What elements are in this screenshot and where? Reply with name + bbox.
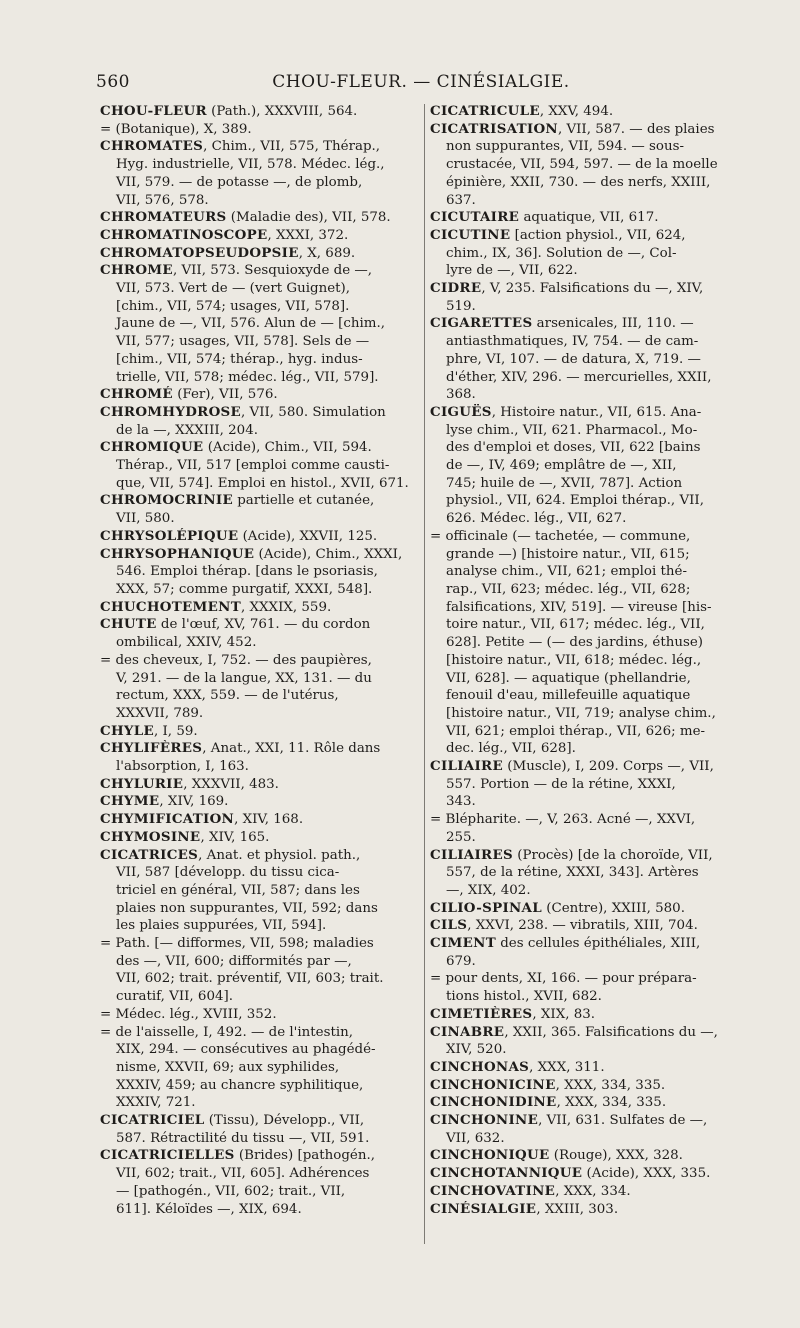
entry-line: CINCHONICINE, XXX, 334, 335. bbox=[430, 1076, 666, 1093]
entry-line: rectum, XXX, 559. — de l'utérus, bbox=[116, 688, 339, 704]
entry-line: 679. bbox=[446, 953, 476, 969]
entry-line: dec. lég., VII, 628]. bbox=[446, 741, 576, 757]
index-entry bbox=[430, 209, 770, 227]
index-entry bbox=[100, 1112, 418, 1147]
page-header bbox=[96, 72, 746, 100]
entry-line: Jaune de —, VII, 576. Alun de — [chim., bbox=[116, 316, 385, 332]
index-entry bbox=[100, 404, 418, 439]
entry-line: = Blépharite. —, V, 263. Acné —, XXVI, bbox=[430, 812, 696, 828]
headword: CILIAIRES bbox=[430, 846, 513, 863]
entry-line: = officinale (— tachetée, — commune, bbox=[430, 528, 691, 544]
index-entry bbox=[100, 103, 418, 138]
headword: CICATRICES bbox=[100, 846, 199, 863]
entry-line: chim., IX, 36]. Solution de —, Col- bbox=[446, 245, 677, 261]
headword: CINÉSIALGIE bbox=[430, 1200, 537, 1217]
headword: CINCHONIDINE bbox=[430, 1094, 557, 1111]
entry-line: CHRYSOLÉPIQUE (Acide), XXVII, 125. bbox=[100, 527, 378, 544]
entry-line: 343. bbox=[446, 794, 476, 810]
entry-line: CHOU-FLEUR (Path.), XXXVIII, 564. bbox=[100, 103, 358, 119]
index-entry bbox=[430, 1183, 770, 1201]
index-entry bbox=[430, 900, 770, 918]
entry-line: CICUTAIRE aquatique, VII, 617. bbox=[430, 209, 659, 226]
entry-line: = Path. [— difformes, VII, 598; maladies bbox=[100, 936, 374, 952]
headword: CHUTE bbox=[100, 616, 157, 633]
entry-line: CHROME, VII, 573. Sesquioxyde de —, bbox=[100, 262, 373, 279]
entry-line: CHUCHOTEMENT, XXXIX, 559. bbox=[100, 598, 332, 615]
entry-line: VII, 628]. — aquatique (phellandrie, bbox=[446, 670, 691, 686]
headword: CICATRICIELLES bbox=[100, 1147, 235, 1164]
index-entry bbox=[430, 847, 770, 900]
entry-line: CHROMATES, Chim., VII, 575, Thérap., bbox=[100, 138, 381, 155]
entry-line: XIX, 294. — consécutives au phagédé- bbox=[116, 1042, 376, 1058]
index-entry bbox=[430, 1165, 770, 1183]
entry-line: physiol., VII, 624. Emploi thérap., VII, bbox=[446, 493, 704, 509]
entry-line: des —, VII, 600; difformités par —, bbox=[116, 953, 352, 969]
entry-line: 611]. Kéloïdes —, XIX, 694. bbox=[116, 1201, 302, 1217]
entry-line: 557, de la rétine, XXXI, 343]. Artères bbox=[446, 865, 699, 881]
entry-line: VII, 580. bbox=[116, 511, 175, 527]
index-entry bbox=[100, 492, 418, 527]
index-entry bbox=[100, 1147, 418, 1218]
entry-line: tions histol., XVII, 682. bbox=[446, 989, 602, 1005]
headword: CIDRE bbox=[430, 280, 482, 297]
headword: CINCHONAS bbox=[430, 1058, 530, 1075]
entry-line: 546. Emploi thérap. [dans le psoriasis, bbox=[116, 564, 378, 580]
entry-line: CICATRICIELLES (Brides) [pathogén., bbox=[100, 1147, 375, 1164]
left-column bbox=[100, 103, 418, 1218]
entry-line: analyse chim., VII, 621; emploi thé- bbox=[446, 564, 687, 580]
entry-line: VII, 602; trait., VII, 605]. Adhérences bbox=[116, 1166, 370, 1182]
entry-line: phre, VI, 107. — de datura, X, 719. — bbox=[446, 351, 701, 367]
entry-line: VII, 577; usages, VII, 578]. Sels de — bbox=[116, 334, 370, 350]
index-entry bbox=[100, 262, 418, 386]
entry-line: CHUTE de l'œuf, XV, 761. — du cordon bbox=[100, 616, 371, 633]
entry-line: CIGARETTES arsenicales, III, 110. — bbox=[430, 315, 694, 332]
headword: CICATRISATION bbox=[430, 120, 558, 137]
headword: CHYLURIE bbox=[100, 775, 184, 792]
entry-line: CINABRE, XXII, 365. Falsifications du —, bbox=[430, 1023, 718, 1040]
index-entry bbox=[100, 386, 418, 404]
headword: CINCHONICINE bbox=[430, 1076, 556, 1093]
entry-line: curatif, VII, 604]. bbox=[116, 989, 233, 1005]
entry-line: [histoire natur., VII, 719; analyse chim., bbox=[446, 705, 716, 721]
entry-line: CHRYSOPHANIQUE (Acide), Chim., XXXI, bbox=[100, 545, 403, 562]
entry-line: VII, 579. — de potasse —, de plomb, bbox=[116, 174, 363, 190]
index-entry bbox=[430, 121, 770, 210]
entry-line: épinière, XXII, 730. — des nerfs, XXIII, bbox=[446, 174, 711, 190]
entry-line: des d'emploi et doses, VII, 622 [bains bbox=[446, 440, 701, 456]
headword: CIGUËS bbox=[430, 403, 492, 420]
entry-line: VII, 632. bbox=[446, 1130, 505, 1146]
entry-line: = Médec. lég., XVIII, 352. bbox=[100, 1006, 277, 1022]
headword: CHRYSOLÉPIQUE bbox=[100, 527, 239, 544]
index-entry bbox=[430, 1094, 770, 1112]
entry-line: = des cheveux, I, 752. — des paupières, bbox=[100, 652, 372, 668]
index-entry bbox=[430, 1006, 770, 1024]
entry-line: ombilical, XXIV, 452. bbox=[116, 635, 257, 651]
entry-line: XIV, 520. bbox=[446, 1042, 507, 1058]
entry-line: VII, 602; trait. préventif, VII, 603; trait. bbox=[116, 971, 384, 987]
entry-line: CHYME, XIV, 169. bbox=[100, 793, 229, 810]
headword: CIMENT bbox=[430, 935, 496, 952]
headword: CINCHOTANNIQUE bbox=[430, 1165, 583, 1182]
entry-line: de —, IV, 469; emplâtre de —, XII, bbox=[446, 458, 677, 474]
index-entry bbox=[100, 793, 418, 811]
entry-line: CHYLE, I, 59. bbox=[100, 722, 198, 739]
entry-line: XXX, 57; comme purgatif, XXXI, 548]. bbox=[116, 581, 373, 597]
index-entry bbox=[100, 209, 418, 227]
index-entry bbox=[430, 315, 770, 404]
entry-line: 255. bbox=[446, 829, 476, 845]
entry-line: Hyg. industrielle, VII, 578. Médec. lég., bbox=[116, 157, 385, 173]
entry-line: CINCHOVATINE, XXX, 334. bbox=[430, 1182, 631, 1199]
entry-line: = de l'aisselle, I, 492. — de l'intestin, bbox=[100, 1024, 353, 1040]
entry-line: CINCHONAS, XXX, 311. bbox=[430, 1058, 605, 1075]
entry-line: CICATRISATION, VII, 587. — des plaies bbox=[430, 120, 715, 137]
entry-line: VII, 621; emploi thérap., VII, 626; me- bbox=[446, 723, 706, 739]
entry-line: rap., VII, 623; médec. lég., VII, 628; bbox=[446, 581, 691, 597]
index-entry bbox=[100, 245, 418, 263]
index-entry bbox=[100, 138, 418, 209]
entry-line: CHYMIFICATION, XIV, 168. bbox=[100, 811, 304, 828]
running-title: CHOU-FLEUR. — CINÉSIALGIE. bbox=[272, 72, 570, 92]
entry-line: CINCHONIQUE (Rouge), XXX, 328. bbox=[430, 1147, 683, 1164]
index-entry bbox=[430, 758, 770, 847]
entry-line: CHROMÉ (Fer), VII, 576. bbox=[100, 386, 278, 403]
entry-line: falsifications, XIV, 519]. — vireuse [his- bbox=[446, 599, 712, 615]
entry-line: l'absorption, I, 163. bbox=[116, 759, 249, 775]
index-entry bbox=[430, 1112, 770, 1147]
entry-line: CICUTINE [action physiol., VII, 624, bbox=[430, 226, 686, 243]
index-entry bbox=[100, 723, 418, 741]
entry-line: 557. Portion — de la rétine, XXXI, bbox=[446, 776, 676, 792]
headword: CHROMATOPSEUDOPSIE bbox=[100, 244, 299, 261]
entry-line: lyre de —, VII, 622. bbox=[446, 263, 578, 279]
column-divider bbox=[424, 104, 425, 1244]
headword: CIGARETTES bbox=[430, 315, 533, 332]
entry-line: plaies non suppurantes, VII, 592; dans bbox=[116, 900, 378, 916]
entry-line: CILIAIRE (Muscle), I, 209. Corps —, VII, bbox=[430, 758, 714, 775]
index-entry bbox=[430, 404, 770, 758]
entry-line: triciel en général, VII, 587; dans les bbox=[116, 882, 360, 898]
entry-line: CHYMOSINE, XIV, 165. bbox=[100, 828, 270, 845]
headword: CHYMIFICATION bbox=[100, 811, 235, 828]
index-entry bbox=[430, 1201, 770, 1219]
entry-line: CHROMOCRINIE partielle et cutanée, bbox=[100, 492, 375, 509]
entry-line: nisme, XXVII, 69; aux syphilides, bbox=[116, 1059, 340, 1075]
page-number: 560 bbox=[96, 72, 130, 92]
headword: CINABRE bbox=[430, 1023, 505, 1040]
entry-line: CICATRICIEL (Tissu), Développ., VII, bbox=[100, 1112, 365, 1129]
entry-line: 626. Médec. lég., VII, 627. bbox=[446, 511, 627, 527]
index-entry bbox=[100, 227, 418, 245]
headword: CHROMIQUE bbox=[100, 439, 204, 456]
headword: CHUCHOTEMENT bbox=[100, 598, 241, 615]
entry-line: XXXIV, 459; au chancre syphilitique, bbox=[116, 1077, 364, 1093]
index-entry bbox=[430, 1147, 770, 1165]
entry-line: CIMETIÈRES, XIX, 83. bbox=[430, 1005, 596, 1022]
index-entry bbox=[100, 740, 418, 775]
index-entry bbox=[430, 103, 770, 121]
index-entry bbox=[100, 599, 418, 617]
entry-line: CILIAIRES (Procès) [de la choroïde, VII, bbox=[430, 846, 713, 863]
headword: CINCHONIQUE bbox=[430, 1147, 550, 1164]
index-entry bbox=[430, 1077, 770, 1095]
entry-line: CHROMATOPSEUDOPSIE, X, 689. bbox=[100, 244, 356, 261]
entry-line: 628]. Petite — (— des jardins, éthuse) bbox=[446, 635, 703, 651]
index-entry bbox=[100, 847, 418, 1113]
entry-line: 368. bbox=[446, 387, 476, 403]
entry-line: VII, 576, 578. bbox=[116, 192, 209, 208]
entry-line: —, XIX, 402. bbox=[446, 882, 531, 898]
entry-line: CILIO-SPINAL (Centre), XXIII, 580. bbox=[430, 899, 685, 916]
entry-line: [chim., VII, 574; usages, VII, 578]. bbox=[116, 298, 350, 314]
index-entry bbox=[100, 616, 418, 722]
entry-line: CICATRICULE, XXV, 494. bbox=[430, 103, 614, 119]
entry-line: crustacée, VII, 594, 597. — de la moelle bbox=[446, 157, 718, 173]
entry-line: [histoire natur., VII, 618; médec. lég., bbox=[446, 652, 702, 668]
headword: CHROMOCRINIE bbox=[100, 492, 233, 509]
index-entry bbox=[430, 1059, 770, 1077]
entry-line: CIGUËS, Histoire natur., VII, 615. Ana- bbox=[430, 403, 702, 420]
entry-line: toire natur., VII, 617; médec. lég., VII, bbox=[446, 617, 705, 633]
index-entry bbox=[430, 935, 770, 1006]
headword: CILIAIRE bbox=[430, 758, 503, 775]
entry-line: 587. Rétractilité du tissu —, VII, 591. bbox=[116, 1130, 370, 1146]
headword: CHROMATEURS bbox=[100, 209, 227, 226]
headword: CHROME bbox=[100, 262, 173, 279]
entry-line: CINCHONINE, VII, 631. Sulfates de —, bbox=[430, 1112, 708, 1129]
entry-line: XXXIV, 721. bbox=[116, 1095, 196, 1111]
index-entry bbox=[100, 829, 418, 847]
entry-line: 637. bbox=[446, 192, 476, 208]
entry-line: VII, 573. Vert de — (vert Guignet), bbox=[116, 281, 350, 297]
headword: CICATRICIEL bbox=[100, 1112, 205, 1129]
headword: CICUTINE bbox=[430, 226, 511, 243]
headword: CHOU-FLEUR bbox=[100, 103, 207, 119]
index-entry bbox=[100, 439, 418, 492]
headword: CHYLIFÈRES bbox=[100, 740, 203, 757]
index-entry bbox=[430, 280, 770, 315]
entry-line: CHROMHYDROSE, VII, 580. Simulation bbox=[100, 403, 386, 420]
index-entry bbox=[100, 546, 418, 599]
entry-line: de la —, XXXIII, 204. bbox=[116, 422, 258, 438]
entry-line: CINÉSIALGIE, XXIII, 303. bbox=[430, 1200, 619, 1217]
entry-line: CINCHOTANNIQUE (Acide), XXX, 335. bbox=[430, 1165, 711, 1182]
entry-line: CIMENT des cellules épithéliales, XIII, bbox=[430, 935, 701, 952]
entry-line: CHROMATINOSCOPE, XXXI, 372. bbox=[100, 226, 349, 243]
index-entry bbox=[100, 811, 418, 829]
index-entry bbox=[430, 1024, 770, 1059]
right-column bbox=[430, 103, 770, 1218]
headword: CHYME bbox=[100, 793, 160, 810]
entry-line: non suppurantes, VII, 594. — sous- bbox=[446, 139, 684, 155]
headword: CHROMHYDROSE bbox=[100, 403, 242, 420]
entry-line: antiasthmatiques, IV, 754. — de cam- bbox=[446, 334, 699, 350]
index-entry bbox=[100, 528, 418, 546]
index-entry bbox=[430, 227, 770, 280]
entry-line: grande —) [histoire natur., VII, 615; bbox=[446, 546, 690, 562]
entry-line: CHYLIFÈRES, Anat., XXI, 11. Rôle dans bbox=[100, 740, 381, 757]
headword: CHROMATES bbox=[100, 138, 204, 155]
entry-line: 519. bbox=[446, 298, 476, 314]
entry-line: lyse chim., VII, 621. Pharmacol., Mo- bbox=[446, 422, 698, 438]
entry-line: CHYLURIE, XXXVII, 483. bbox=[100, 775, 279, 792]
headword: CICUTAIRE bbox=[430, 209, 520, 226]
headword: CIMETIÈRES bbox=[430, 1005, 533, 1022]
entry-line: CILS, XXVI, 238. — vibratils, XIII, 704. bbox=[430, 917, 698, 934]
entry-line: que, VII, 574]. Emploi en histol., XVII, 671. bbox=[116, 475, 409, 491]
headword: CILS bbox=[430, 917, 468, 934]
entry-line: les plaies suppurées, VII, 594]. bbox=[116, 918, 327, 934]
entry-line: = (Botanique), X, 389. bbox=[100, 121, 252, 137]
entry-line: d'éther, XIV, 296. — mercurielles, XXII, bbox=[446, 369, 712, 385]
entry-line: V, 291. — de la langue, XX, 131. — du bbox=[116, 670, 372, 686]
headword: CHRYSOPHANIQUE bbox=[100, 545, 255, 562]
headword: CHROMÉ bbox=[100, 386, 173, 403]
entry-line: fenouil d'eau, millefeuille aquatique bbox=[446, 688, 691, 704]
index-entry bbox=[430, 917, 770, 935]
entry-line: Thérap., VII, 517 [emploi comme causti- bbox=[116, 458, 390, 474]
entry-line: VII, 587 [développ. du tissu cica- bbox=[116, 865, 340, 881]
entry-line: 745; huile de —, XVII, 787]. Action bbox=[446, 475, 683, 491]
entry-line: CICATRICES, Anat. et physiol. path., bbox=[100, 846, 361, 863]
headword: CINCHONINE bbox=[430, 1112, 539, 1129]
headword: CHYLE bbox=[100, 722, 154, 739]
headword: CHYMOSINE bbox=[100, 828, 201, 845]
entry-line: — [pathogén., VII, 602; trait., VII, bbox=[116, 1183, 346, 1199]
headword: CINCHOVATINE bbox=[430, 1182, 556, 1199]
entry-line: CHROMIQUE (Acide), Chim., VII, 594. bbox=[100, 439, 372, 456]
headword: CHROMATINOSCOPE bbox=[100, 226, 268, 243]
entry-line: [chim., VII, 574; thérap., hyg. indus- bbox=[116, 351, 363, 367]
entry-line: CINCHONIDINE, XXX, 334, 335. bbox=[430, 1094, 667, 1111]
headword: CILIO-SPINAL bbox=[430, 899, 542, 916]
index-entry bbox=[100, 776, 418, 794]
entry-line: CHROMATEURS (Maladie des), VII, 578. bbox=[100, 209, 391, 226]
entry-line: XXXVII, 789. bbox=[116, 705, 204, 721]
headword: CICATRICULE bbox=[430, 103, 540, 119]
entry-line: = pour dents, XI, 166. — pour prépara- bbox=[430, 971, 697, 987]
entry-line: trielle, VII, 578; médec. lég., VII, 579]. bbox=[116, 369, 379, 385]
entry-line: CIDRE, V, 235. Falsifications du —, XIV, bbox=[430, 280, 704, 297]
